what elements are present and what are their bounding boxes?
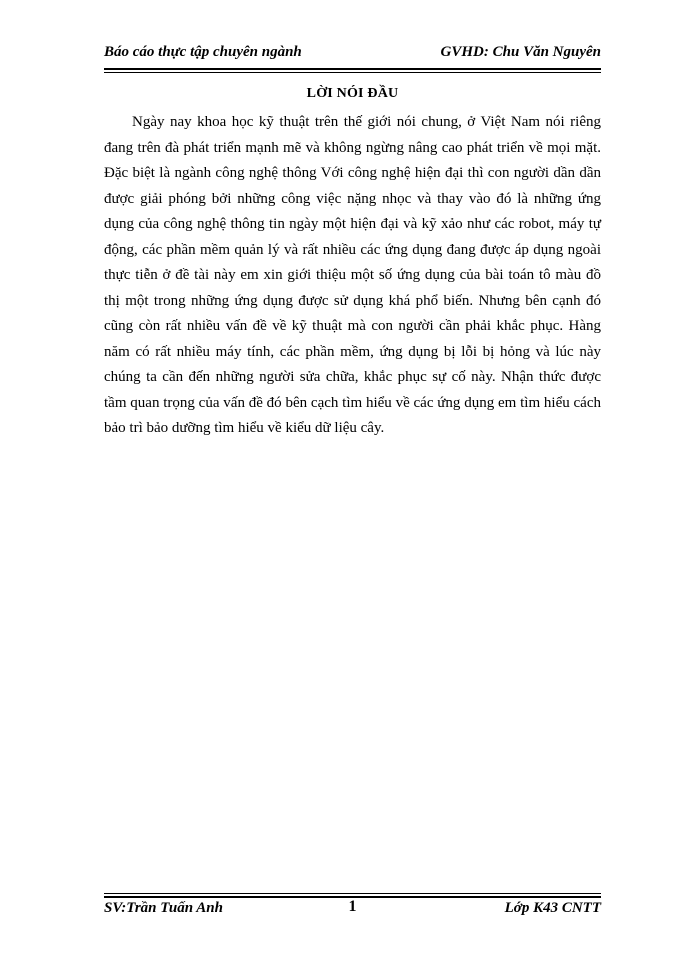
footer-class: Lớp K43 CNTT bbox=[504, 900, 601, 916]
footer-student-name: SV:Trần Tuấn Anh bbox=[104, 900, 223, 916]
footer-rule-thin bbox=[104, 893, 601, 894]
page-footer bbox=[104, 900, 601, 924]
header-report-title: Báo cáo thực tập chuyên ngành bbox=[104, 44, 302, 60]
header-supervisor: GVHD: Chu Văn Nguyên bbox=[440, 44, 601, 60]
body-paragraph: Ngày nay khoa học kỹ thuật trên thế giới nói chung, ở Việt Nam nói riêng đang trên đà phát triển mạnh mẽ và không ngừng nâng cao phát triển về mọi mặt. Đặc biệt là ngành công nghệ thông Với công nghệ hiện đại thì con người dần dần được giải phóng bởi những công việc nặng nhọc và thay vào đó là những ứng dụng của công nghệ thông tin ngày một hiện đại và kỹ xảo như các robot, máy tự động, các phần mềm quản lý và rất nhiều các ứng dụng đang được áp dụng ngoài thực tiễn ở đề tài này em xin giới thiệu một số ứng dụng của bài toán tô màu đồ thị một trong những ứng dụng được sử dụng khá phổ biến. Nhưng bên cạnh đó cũng còn rất nhiều vấn đề về kỹ thuật mà con người cần phải khắc phục. Hàng năm có rất nhiều máy tính, các phần mềm, ứng dụng bị lỗi bị hỏng và lúc này chúng ta cần đến những người sửa chữa, khắc phục sự cố này. Nhận thức được tầm quan trọng của vấn đề đó bên cạch tìm hiểu về các ứng dụng em tìm hiểu cách bảo trì bảo dưỡng tìm hiểu về kiểu dữ liệu cây. bbox=[104, 114, 601, 436]
page-header bbox=[104, 44, 601, 68]
footer-page-number: 1 bbox=[348, 898, 357, 915]
header-rule-thick bbox=[104, 68, 601, 70]
header-rule-thin bbox=[104, 72, 601, 73]
page-title: LỜI NÓI ĐẦU bbox=[306, 86, 399, 101]
